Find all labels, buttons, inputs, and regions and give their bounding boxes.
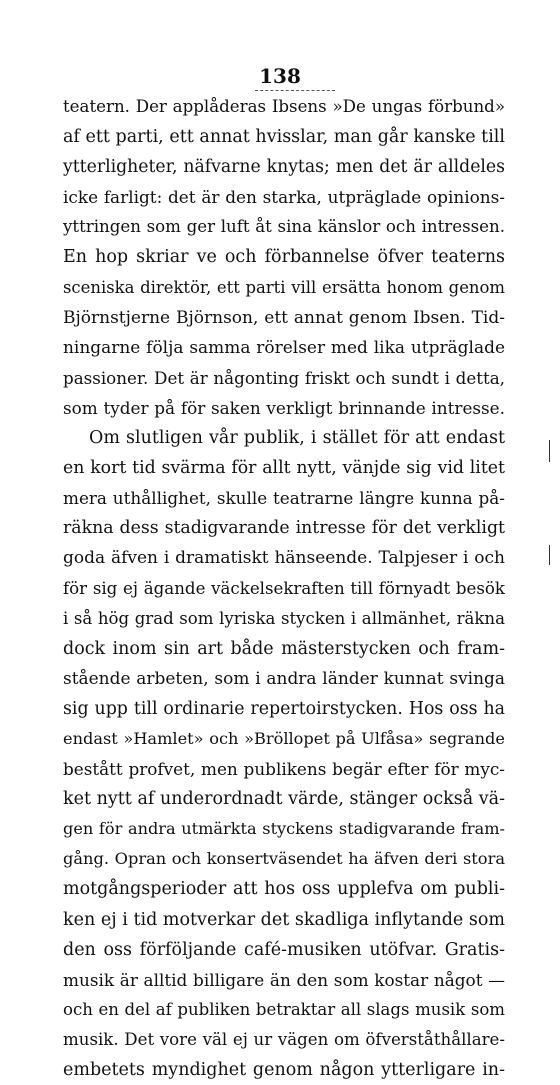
text-line: bestått profvet, men publikens begär efter för myc- (63, 759, 505, 780)
text-line: goda äfven i dramatiskt hänseende. Talpjeser i och (63, 548, 505, 569)
text-line: en kort tid svärma för allt nytt, vänjde sig vid litet (63, 458, 505, 479)
text-line: icke farligt: det är den starka, utpräglade opinions- (63, 187, 505, 208)
text-line: i så hög grad som lyriska stycken i allmänhet, räkna (63, 608, 505, 628)
margin-mark (549, 545, 550, 565)
text-line: teatern. Der applåderas Ibsens »De ungas förbund» (63, 97, 505, 116)
text-line: af ett parti, ett annat hvisslar, man går kanske till (63, 127, 505, 148)
text-line: ningarne följa samma rörelser med lika utpräglade (63, 337, 505, 358)
text-line: gång. Opran och konsertväsendet ha äfven deri stora (63, 849, 505, 869)
text-line: En hop skriar ve och förbannelse öfver teaterns (63, 247, 505, 268)
text-line: och en del af publiken betraktar all slags musik som (63, 999, 505, 1019)
text-line: ytterligheter, näfvarne knytas; men det är alldeles (63, 157, 505, 178)
text-line: dock inom sin art både mästerstycken och fram- (63, 638, 505, 659)
text-line: musik är alltid billigare än den som kostar något — (63, 969, 505, 990)
text-line: sceniska direktör, ett parti vill ersätta honom genom (63, 277, 505, 297)
text-line: yttringen som ger luft åt sina känslor och intressen. (63, 217, 505, 237)
text-line: Om slutligen vår publik, i stället för att endast (89, 428, 505, 449)
margin-mark (549, 440, 550, 462)
text-line: den oss förföljande café-musiken utöfvar. Gratis- (63, 939, 505, 960)
text-line: sig upp till ordinarie repertoirstycken. Hos oss ha (63, 698, 505, 719)
text-line: för sig ej ägande väckelsekraften till förnyadt besök (63, 578, 505, 598)
text-line: ken ej i tid motverkar det skadliga inflytande som (63, 909, 505, 930)
page-number: 138 (259, 64, 301, 88)
text-line: ket nytt af underordnadt värde, stänger också vä- (63, 789, 505, 810)
text-line: räkna dess stadigvarande intresse för det verkligt (63, 518, 505, 539)
text-line: endast »Hamlet» och »Bröllopet på Ulfåsa» segrande (63, 728, 505, 748)
text-line: motgångsperioder att hos oss upplefva om publi- (63, 879, 505, 900)
text-line: passioner. Det är någonting friskt och sundt i detta, (63, 367, 505, 388)
text-line: embetets myndighet genom någon ytterligare in- (63, 1060, 505, 1080)
text-line: stående arbeten, som i andra länder kunnat svinga (63, 668, 505, 689)
text-line: mera uthållighet, skulle teatrarne längre kunna på- (63, 488, 505, 509)
text-line: Björnstjerne Björnson, ett annat genom Ibsen. Tid- (63, 307, 505, 328)
text-line: musik. Det vore väl ej ur vägen om öfverståthållare- (63, 1029, 505, 1049)
body-text (63, 92, 505, 1085)
text-line: som tyder på för saken verkligt brinnande intresse. (63, 397, 505, 418)
text-line: gen för andra utmärkta styckens stadigvarande fram- (63, 819, 505, 839)
page-number-rule (255, 90, 335, 91)
